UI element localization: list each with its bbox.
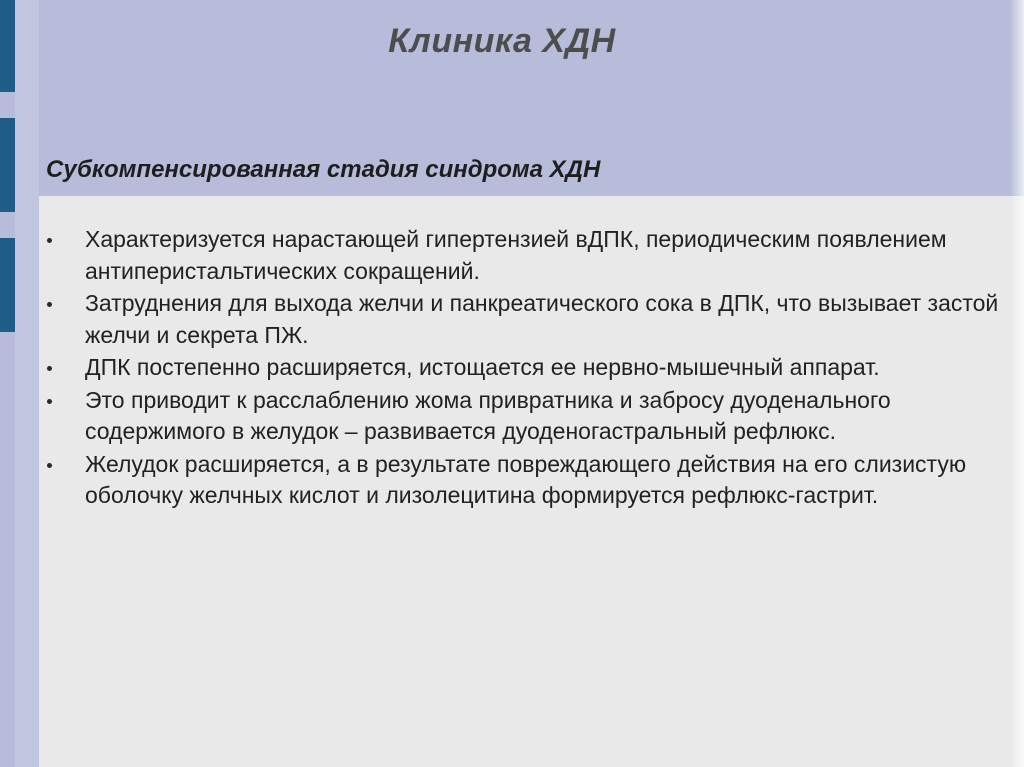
bullet-list xyxy=(45,224,1005,513)
bullet-dot-icon xyxy=(47,302,52,307)
right-edge-shadow xyxy=(1010,0,1024,767)
bullet-item xyxy=(45,385,1005,448)
bullet-item xyxy=(45,288,1005,351)
bullet-text: Затруднения для выхода желчи и панкреатического сока в ДПК, что вызывает застой желчи и секрета ПЖ. xyxy=(85,290,999,348)
slide-title: Клиника ХДН xyxy=(388,22,616,60)
bullet-dot-icon xyxy=(47,399,52,404)
bullet-dot-icon xyxy=(47,238,52,243)
bullet-dot-icon xyxy=(47,463,52,468)
bullet-item xyxy=(45,352,1005,384)
bullet-text: ДПК постепенно расширяется, истощается ее нервно-мышечный аппарат. xyxy=(85,354,880,380)
bullet-dot-icon xyxy=(47,366,52,371)
accent-bar-middle xyxy=(0,118,15,212)
left-decorative-stripe xyxy=(15,0,39,767)
bullet-text: Желудок расширяется, а в результате повреждающего действия на его слизистую оболочку желчных кислот и лизолецитина формируется рефлюкс-гастрит. xyxy=(85,450,967,508)
slide-subtitle: Субкомпенсированная стадия синдрома ХДН xyxy=(46,156,601,183)
bullet-item xyxy=(45,449,1005,512)
bullet-text: Характеризуется нарастающей гипертензией вДПК, периодическим появлением антиперистальтических сокращений. xyxy=(85,226,947,284)
bullet-item xyxy=(45,224,1005,287)
accent-bar-bottom xyxy=(0,238,15,332)
bullet-text: Это приводит к расслаблению жома привратника и забросу дуоденального содержимого в желудок – развивается дуоденогастральный рефлюкс. xyxy=(85,386,891,444)
